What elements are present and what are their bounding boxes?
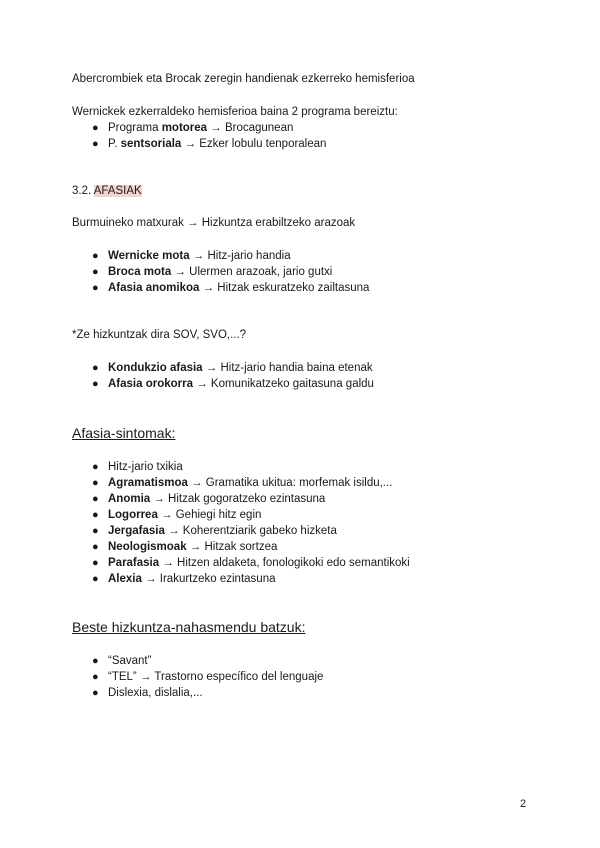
list-item: ● Hitz-jario txikia [92,461,183,473]
bullet-icon: ● [92,557,99,569]
bullet-icon: ● [92,250,99,262]
bullet-icon: ● [92,541,99,553]
list-item: ● Kondukzio afasia → Hitz-jario handia baina etenak [92,362,373,374]
list-item: ● Neologismoak → Hitzak sortzea [92,541,278,553]
page-number: 2 [520,798,527,810]
highlighted-title: AFASIAK [93,185,142,197]
symptoms-heading: Afasia-sintomak: [72,425,176,441]
section-heading: 3.2. AFASIAK [72,185,142,197]
list-item: ● Anomia → Hitzak gogoratzeko ezintasuna [92,493,326,505]
paragraph-afasiak-intro: Burmuineko matxurak → Hizkuntza erabiltzeko arazoak [72,217,356,229]
paragraph-abercrombie: Abercrombiek eta Brocak zeregin handienak ezkerreko hemisferioa [72,73,415,85]
list-item: ● Alexia → Irakurtzeko ezintasuna [92,573,276,585]
bullet-icon: ● [92,509,99,521]
bullet-icon: ● [92,655,99,667]
bullet-icon: ● [92,573,99,585]
list-item: ● P. sentsoriala → Ezker lobulu tenporalean [92,138,327,150]
other-disorders-heading: Beste hizkuntza-nahasmendu batzuk: [72,619,306,635]
bullet-icon: ● [92,282,99,294]
bullet-icon: ● [92,138,99,150]
bullet-icon: ● [92,671,99,683]
list-item: ● Parafasia → Hitzen aldaketa, fonologikoki edo semantikoki [92,557,410,569]
afasia-types-list [92,248,369,296]
bullet-icon: ● [92,362,99,374]
list-item: ● Afasia orokorra → Komunikatzeko gaitasuna galdu [92,378,374,390]
bullet-icon: ● [92,122,99,134]
more-types-list [92,360,374,392]
paragraph-question: *Ze hizkuntzak dira SOV, SVO,...? [72,329,247,341]
bullet-icon: ● [92,525,99,537]
list-item: ● Programa motorea → Brocagunean [92,122,294,134]
bullet-icon: ● [92,378,99,390]
list-item: ● Dislexia, dislalia,... [92,687,203,699]
list-item: ● Logorrea → Gehiegi hitz egin [92,509,262,521]
programs-list [92,120,326,152]
list-item: ● Jergafasia → Koherentziarik gabeko hizketa [92,525,337,537]
list-item: ● Wernicke mota → Hitz-jario handia [92,250,291,262]
bullet-icon: ● [92,266,99,278]
list-item: ● Afasia anomikoa → Hitzak eskuratzeko zailtasuna [92,282,370,294]
paragraph-wernicke: Wernickek ezkerraldeko hemisferioa baina 2 programa bereiztu: [72,106,398,118]
bullet-icon: ● [92,461,99,473]
other-disorders-list [92,653,323,701]
list-item: ● “Savant” [92,655,152,667]
bullet-icon: ● [92,687,99,699]
bullet-icon: ● [92,477,99,489]
bullet-icon: ● [92,493,99,505]
list-item: ● Broca mota → Ulermen arazoak, jario gutxi [92,266,333,278]
list-item: ● Agramatismoa → Gramatika ukitua: morfemak isildu,... [92,477,393,489]
list-item: ● “TEL” → Trastorno específico del lenguaje [92,671,324,683]
symptoms-list [92,459,410,587]
